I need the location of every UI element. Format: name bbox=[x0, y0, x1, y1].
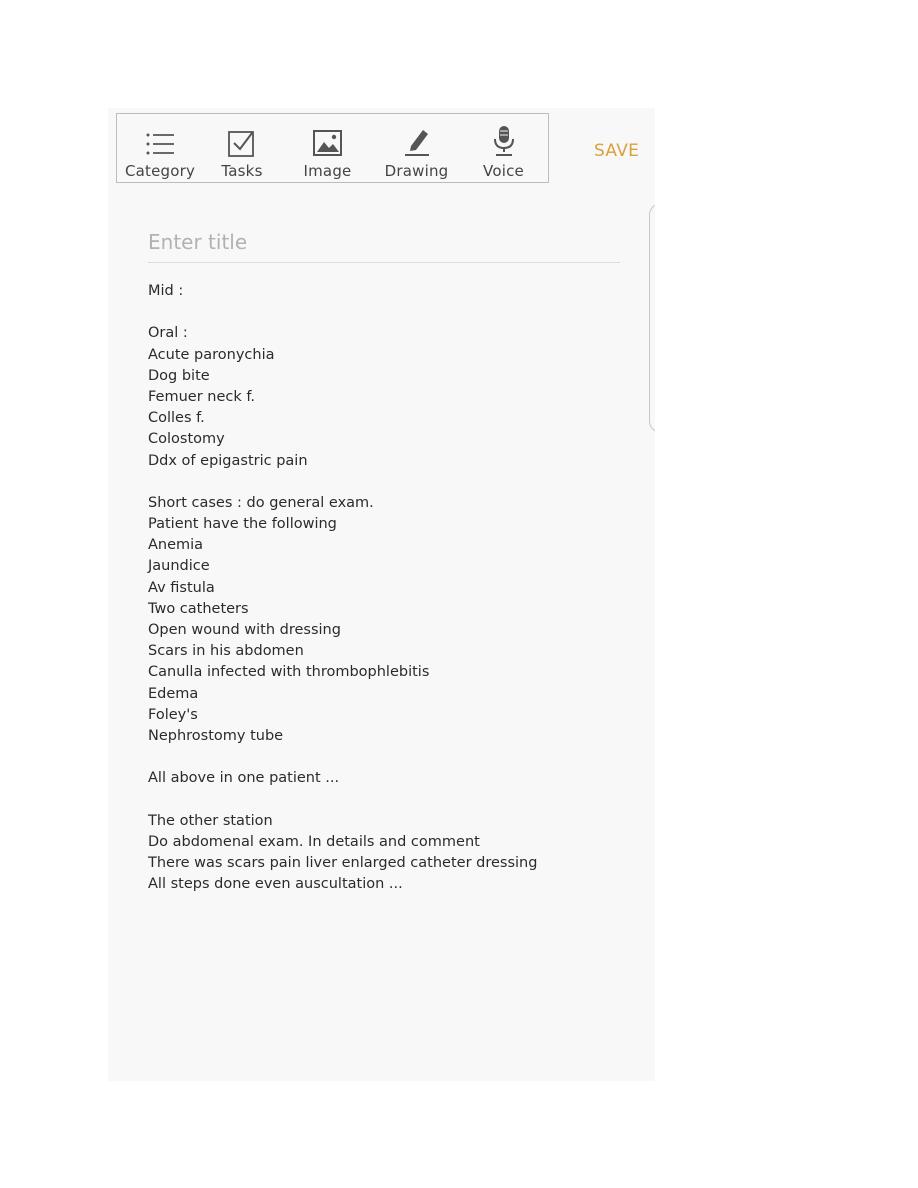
microphone-icon bbox=[492, 123, 516, 157]
note-line bbox=[148, 747, 618, 768]
note-line: There was scars pain liver enlarged catheter dressing bbox=[148, 855, 538, 872]
drawing-label: Drawing bbox=[384, 162, 449, 180]
note-line: Open wound with dressing bbox=[148, 622, 341, 638]
note-line: Oral : bbox=[148, 325, 188, 342]
save-button[interactable]: SAVE bbox=[594, 141, 640, 161]
note-line: Av fistula bbox=[148, 579, 215, 596]
note-line: Ddx of epigastric pain bbox=[148, 452, 308, 469]
note-line: Jaundice bbox=[148, 558, 210, 575]
list-icon bbox=[145, 123, 175, 157]
note-line: Foley's bbox=[148, 706, 198, 723]
side-panel-handle[interactable] bbox=[649, 203, 655, 433]
note-line: All above in one patient ... bbox=[148, 770, 340, 787]
note-line: Edema bbox=[148, 685, 199, 702]
checkbox-icon bbox=[228, 123, 256, 157]
note-line bbox=[148, 302, 618, 323]
image-button[interactable] bbox=[281, 114, 374, 182]
note-line: Patient have the following bbox=[148, 516, 337, 533]
drawing-button[interactable] bbox=[374, 114, 459, 182]
note-line: Dog bite bbox=[148, 367, 210, 384]
note-line: Two catheters bbox=[148, 600, 249, 617]
note-line: Do abdomenal exam. In details and comment bbox=[148, 833, 480, 850]
voice-button[interactable] bbox=[459, 114, 548, 182]
note-editor-screen bbox=[108, 108, 655, 1081]
note-line: Scars in his abdomen bbox=[148, 643, 304, 660]
note-line: The other station bbox=[148, 812, 273, 829]
note-line: Acute paronychia bbox=[148, 346, 275, 363]
note-line bbox=[148, 472, 618, 493]
note-line: Short cases : do general exam. bbox=[148, 494, 374, 511]
image-icon bbox=[313, 123, 343, 157]
category-label: Category bbox=[124, 162, 196, 180]
note-line: Mid : bbox=[148, 283, 184, 299]
note-line: Nephrostomy tube bbox=[148, 727, 284, 744]
note-line: Canulla infected with thrombophlebitis bbox=[148, 664, 430, 681]
note-body[interactable] bbox=[148, 281, 618, 895]
pen-icon bbox=[402, 123, 432, 157]
voice-label: Voice bbox=[483, 162, 524, 180]
category-button[interactable] bbox=[117, 114, 203, 182]
note-line bbox=[148, 790, 618, 811]
tasks-button[interactable] bbox=[203, 114, 281, 182]
tasks-label: Tasks bbox=[221, 162, 263, 180]
note-line: All steps done even auscultation ... bbox=[148, 876, 403, 893]
image-label: Image bbox=[303, 162, 352, 180]
note-line: Colostomy bbox=[148, 431, 225, 448]
title-input[interactable] bbox=[148, 222, 620, 263]
note-line: Femuer neck f. bbox=[148, 388, 256, 405]
note-line: Anemia bbox=[148, 537, 204, 554]
toolbar bbox=[116, 113, 549, 183]
note-line: Colles f. bbox=[148, 410, 205, 427]
